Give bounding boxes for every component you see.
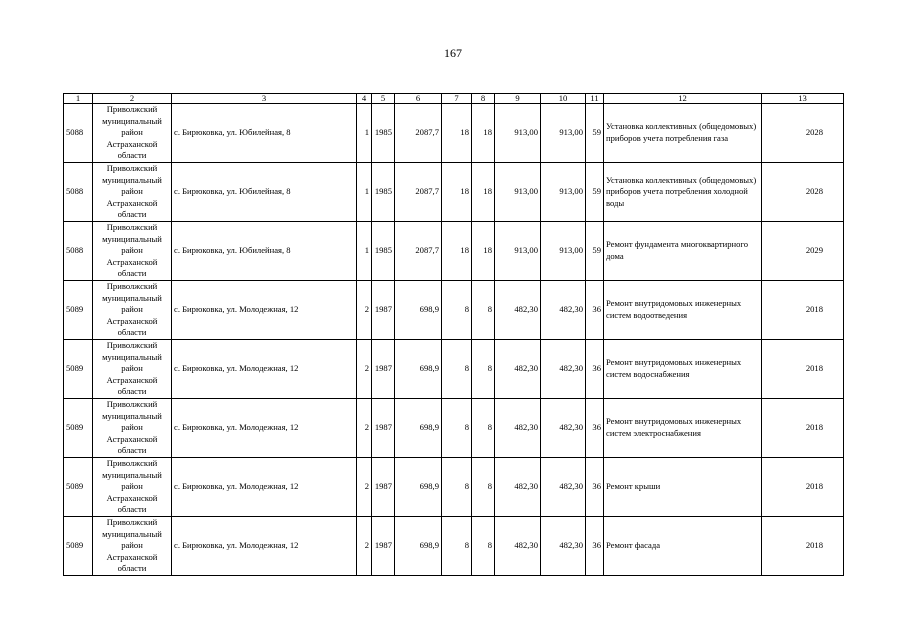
column-4-cell: 2 [357, 340, 372, 399]
planned-year-cell: 2029 [762, 222, 844, 281]
house-id-cell: 5088 [64, 222, 93, 281]
address-cell: с. Бирюковка, ул. Молодежная, 12 [172, 517, 357, 576]
column-7-cell: 8 [442, 458, 472, 517]
column-11-cell: 36 [586, 281, 604, 340]
year-built-cell: 1987 [372, 340, 395, 399]
column-4-cell: 1 [357, 163, 372, 222]
column-number: 1 [64, 94, 93, 104]
page-number: 167 [444, 46, 462, 60]
total-area-cell: 698,9 [395, 281, 442, 340]
total-area-cell: 2087,7 [395, 163, 442, 222]
column-11-cell: 59 [586, 222, 604, 281]
column-4-cell: 2 [357, 399, 372, 458]
house-id-cell: 5089 [64, 399, 93, 458]
column-9-cell: 482,30 [495, 517, 541, 576]
column-number: 10 [541, 94, 586, 104]
table-row [64, 281, 844, 340]
district-cell: Приволжский муниципальный район Астраханской области [93, 340, 172, 399]
house-id-cell: 5089 [64, 281, 93, 340]
house-id-cell: 5089 [64, 458, 93, 517]
column-number: 7 [442, 94, 472, 104]
total-area-cell: 698,9 [395, 517, 442, 576]
district-cell: Приволжский муниципальный район Астраханской области [93, 517, 172, 576]
column-8-cell: 8 [472, 458, 495, 517]
column-9-cell: 482,30 [495, 458, 541, 517]
table-row [64, 163, 844, 222]
work-type-cell: Ремонт внутридомовых инженерных систем водоотведения [604, 281, 762, 340]
column-10-cell: 482,30 [541, 281, 586, 340]
work-type-cell: Ремонт крыши [604, 458, 762, 517]
column-number: 8 [472, 94, 495, 104]
column-number: 6 [395, 94, 442, 104]
column-11-cell: 36 [586, 399, 604, 458]
table-row [64, 458, 844, 517]
work-type-cell: Ремонт внутридомовых инженерных систем водоснабжения [604, 340, 762, 399]
column-9-cell: 913,00 [495, 163, 541, 222]
address-cell: с. Бирюковка, ул. Юбилейная, 8 [172, 163, 357, 222]
column-number: 12 [604, 94, 762, 104]
column-number: 4 [357, 94, 372, 104]
planned-year-cell: 2018 [762, 340, 844, 399]
year-built-cell: 1987 [372, 281, 395, 340]
planned-year-cell: 2028 [762, 104, 844, 163]
column-10-cell: 482,30 [541, 340, 586, 399]
district-cell: Приволжский муниципальный район Астраханской области [93, 104, 172, 163]
column-4-cell: 2 [357, 458, 372, 517]
column-11-cell: 36 [586, 517, 604, 576]
total-area-cell: 698,9 [395, 458, 442, 517]
column-11-cell: 36 [586, 458, 604, 517]
house-id-cell: 5089 [64, 517, 93, 576]
column-7-cell: 8 [442, 281, 472, 340]
column-11-cell: 59 [586, 104, 604, 163]
column-7-cell: 8 [442, 399, 472, 458]
column-4-cell: 2 [357, 517, 372, 576]
planned-year-cell: 2028 [762, 163, 844, 222]
column-9-cell: 913,00 [495, 222, 541, 281]
address-cell: с. Бирюковка, ул. Молодежная, 12 [172, 399, 357, 458]
column-7-cell: 8 [442, 517, 472, 576]
table-row [64, 399, 844, 458]
column-7-cell: 8 [442, 340, 472, 399]
column-number: 3 [172, 94, 357, 104]
total-area-cell: 2087,7 [395, 222, 442, 281]
column-10-cell: 482,30 [541, 399, 586, 458]
district-cell: Приволжский муниципальный район Астраханской области [93, 163, 172, 222]
column-number: 9 [495, 94, 541, 104]
column-8-cell: 18 [472, 222, 495, 281]
column-10-cell: 913,00 [541, 104, 586, 163]
column-10-cell: 482,30 [541, 458, 586, 517]
planned-year-cell: 2018 [762, 458, 844, 517]
year-built-cell: 1985 [372, 104, 395, 163]
column-7-cell: 18 [442, 222, 472, 281]
total-area-cell: 2087,7 [395, 104, 442, 163]
column-4-cell: 1 [357, 104, 372, 163]
column-8-cell: 8 [472, 281, 495, 340]
address-cell: с. Бирюковка, ул. Юбилейная, 8 [172, 104, 357, 163]
column-8-cell: 18 [472, 104, 495, 163]
column-8-cell: 8 [472, 517, 495, 576]
work-type-cell: Установка коллективных (общедомовых) приборов учета потребления холодной воды [604, 163, 762, 222]
house-id-cell: 5088 [64, 104, 93, 163]
column-8-cell: 8 [472, 340, 495, 399]
column-9-cell: 482,30 [495, 399, 541, 458]
address-cell: с. Бирюковка, ул. Юбилейная, 8 [172, 222, 357, 281]
table-row [64, 222, 844, 281]
address-cell: с. Бирюковка, ул. Молодежная, 12 [172, 340, 357, 399]
table-row [64, 517, 844, 576]
housing-registry-table [63, 93, 844, 576]
table-row [64, 104, 844, 163]
column-11-cell: 59 [586, 163, 604, 222]
column-4-cell: 1 [357, 222, 372, 281]
column-number: 5 [372, 94, 395, 104]
year-built-cell: 1985 [372, 222, 395, 281]
year-built-cell: 1987 [372, 517, 395, 576]
column-11-cell: 36 [586, 340, 604, 399]
column-8-cell: 8 [472, 399, 495, 458]
house-id-cell: 5089 [64, 340, 93, 399]
planned-year-cell: 2018 [762, 281, 844, 340]
table-row [64, 340, 844, 399]
column-9-cell: 482,30 [495, 281, 541, 340]
district-cell: Приволжский муниципальный район Астраханской области [93, 399, 172, 458]
work-type-cell: Ремонт внутридомовых инженерных систем электроснабжения [604, 399, 762, 458]
address-cell: с. Бирюковка, ул. Молодежная, 12 [172, 281, 357, 340]
planned-year-cell: 2018 [762, 399, 844, 458]
total-area-cell: 698,9 [395, 340, 442, 399]
address-cell: с. Бирюковка, ул. Молодежная, 12 [172, 458, 357, 517]
total-area-cell: 698,9 [395, 399, 442, 458]
work-type-cell: Установка коллективных (общедомовых) приборов учета потребления газа [604, 104, 762, 163]
column-10-cell: 482,30 [541, 517, 586, 576]
district-cell: Приволжский муниципальный район Астраханской области [93, 222, 172, 281]
column-9-cell: 913,00 [495, 104, 541, 163]
column-8-cell: 18 [472, 163, 495, 222]
column-10-cell: 913,00 [541, 163, 586, 222]
year-built-cell: 1987 [372, 458, 395, 517]
column-7-cell: 18 [442, 104, 472, 163]
district-cell: Приволжский муниципальный район Астраханской области [93, 281, 172, 340]
column-number: 2 [93, 94, 172, 104]
planned-year-cell: 2018 [762, 517, 844, 576]
column-number: 13 [762, 94, 844, 104]
column-4-cell: 2 [357, 281, 372, 340]
year-built-cell: 1985 [372, 163, 395, 222]
year-built-cell: 1987 [372, 399, 395, 458]
work-type-cell: Ремонт фасада [604, 517, 762, 576]
work-type-cell: Ремонт фундамента многоквартирного дома [604, 222, 762, 281]
column-number-row [64, 94, 844, 104]
column-9-cell: 482,30 [495, 340, 541, 399]
column-number: 11 [586, 94, 604, 104]
column-10-cell: 913,00 [541, 222, 586, 281]
column-7-cell: 18 [442, 163, 472, 222]
district-cell: Приволжский муниципальный район Астраханской области [93, 458, 172, 517]
house-id-cell: 5088 [64, 163, 93, 222]
